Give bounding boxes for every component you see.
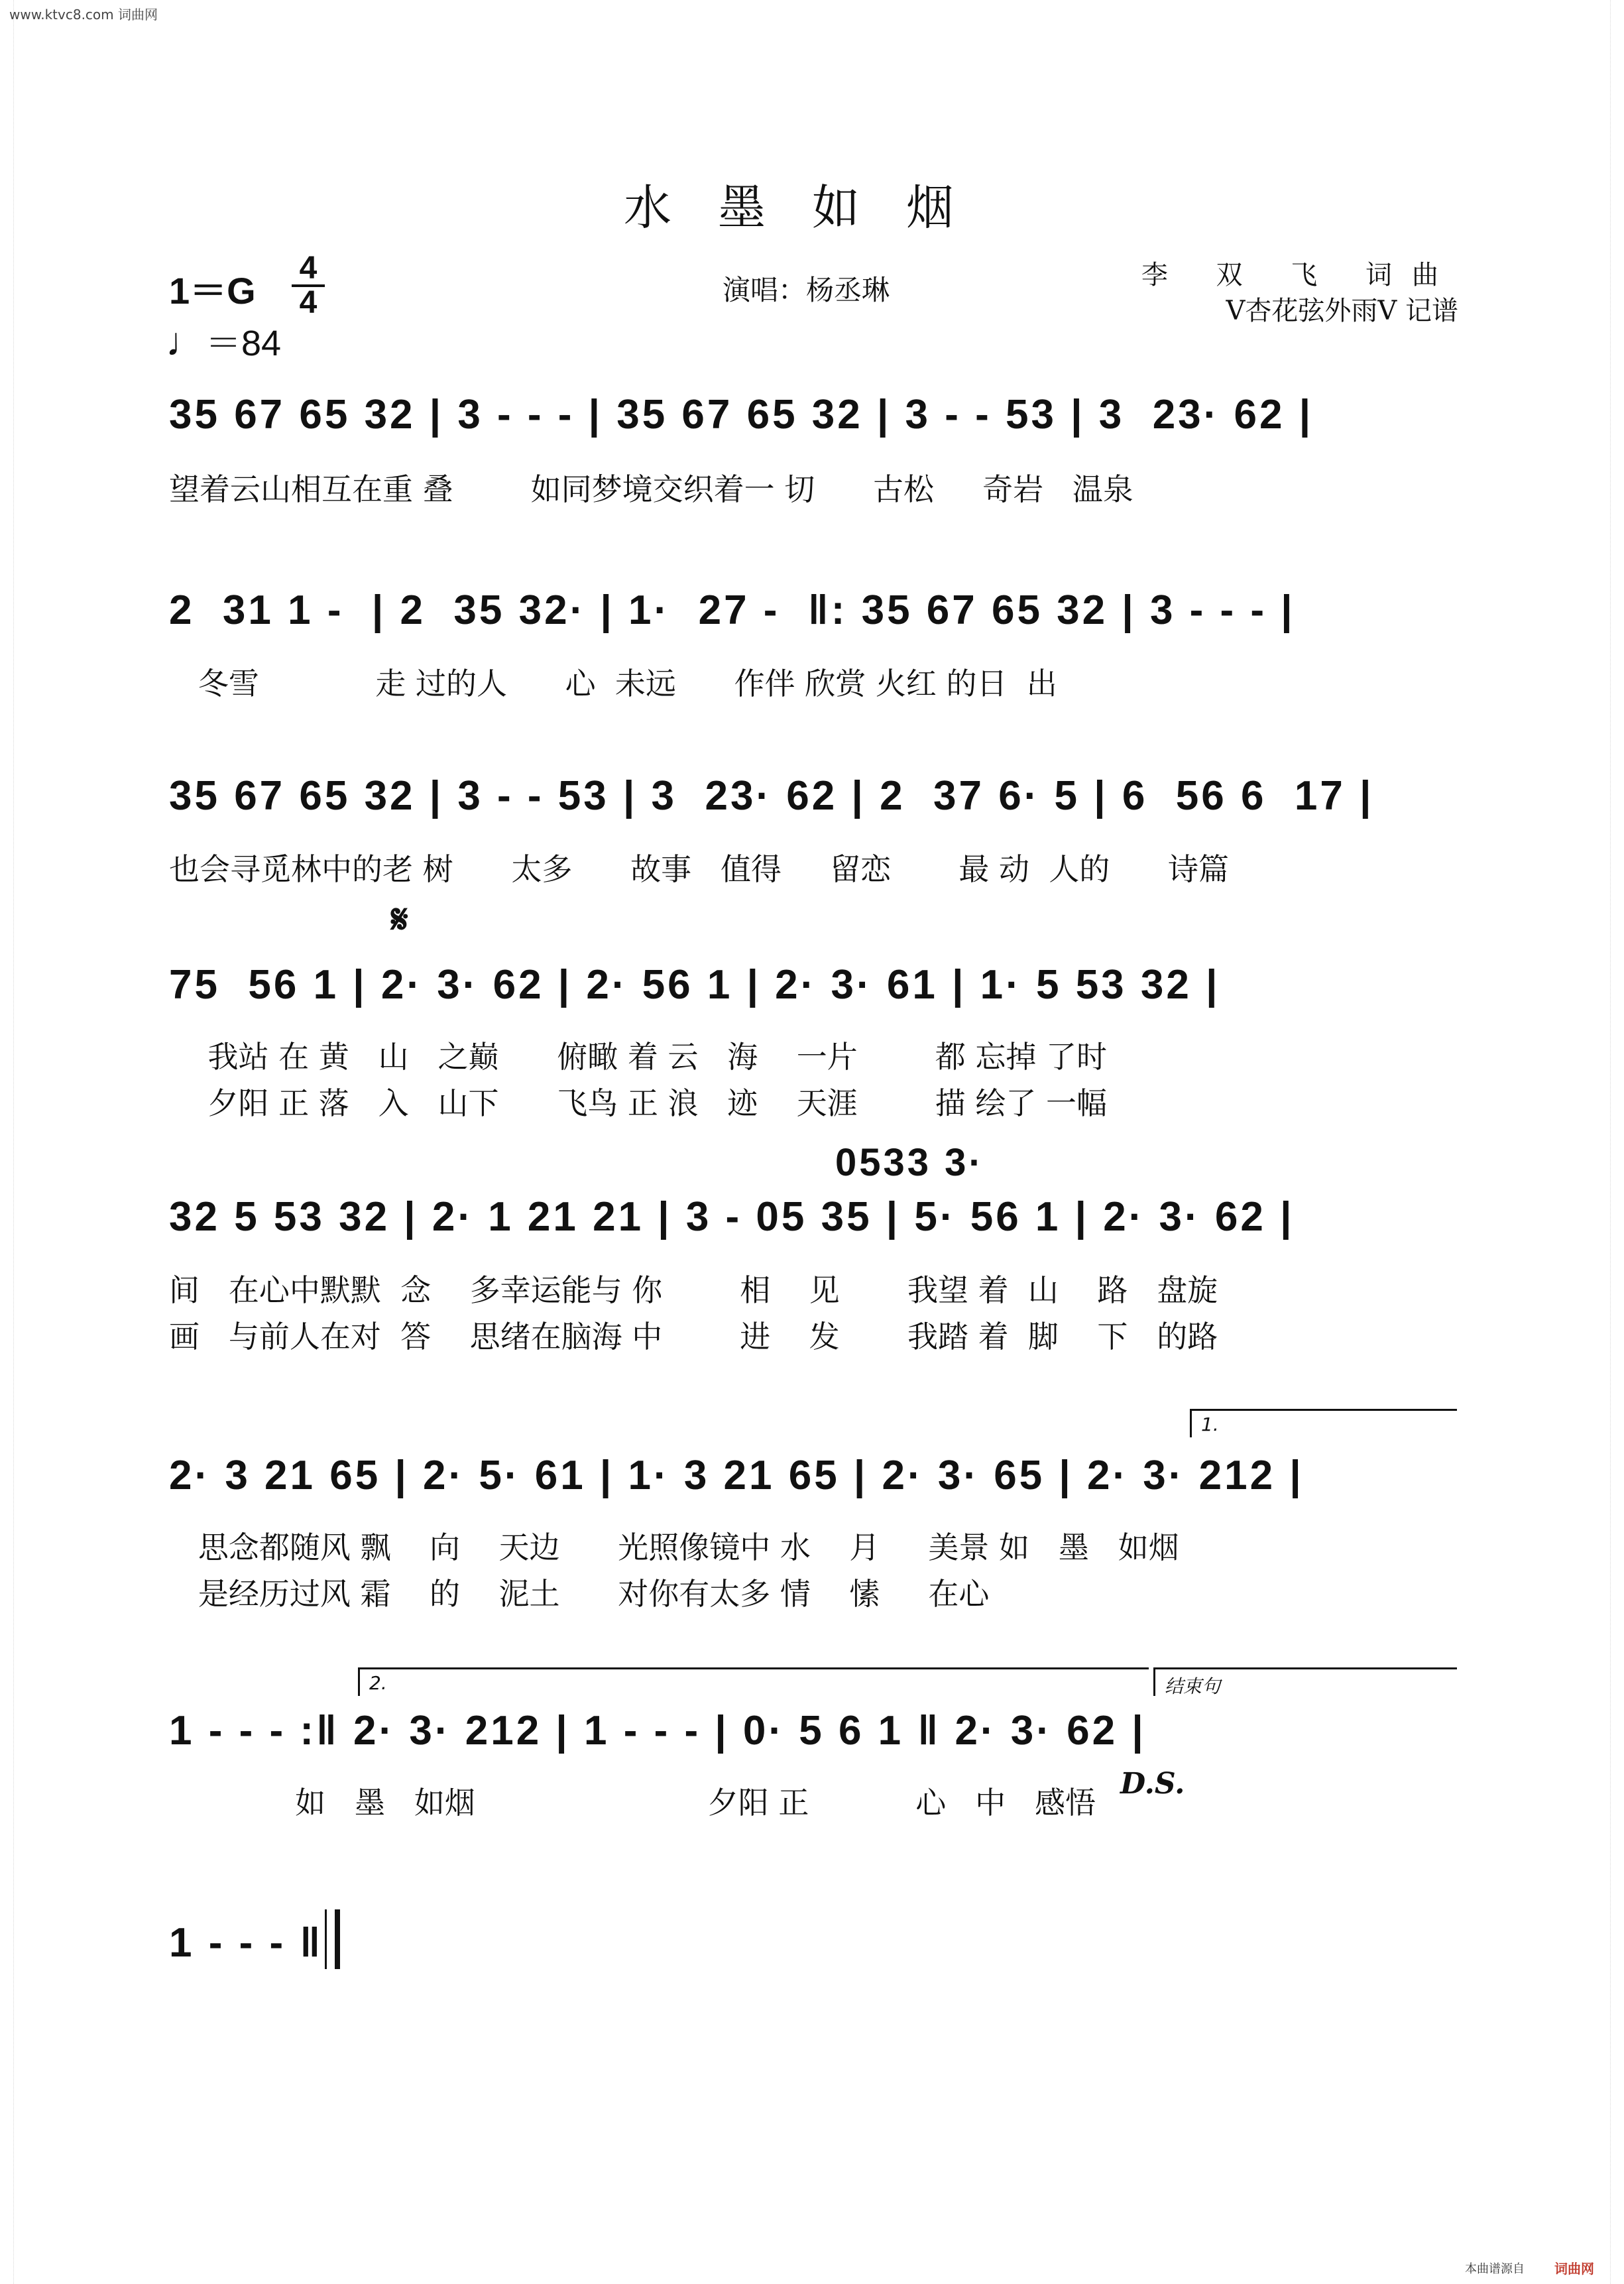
footer-source: 本曲谱源自: [1465, 2262, 1525, 2276]
notes-row-upper: 0533 3·: [835, 1141, 984, 1184]
time-signature: [292, 251, 325, 320]
volta-label: 1.: [1201, 1413, 1219, 1435]
segno-sign: 𝄋: [391, 896, 408, 943]
dal-segno-marking: D.S.: [1120, 1767, 1185, 1801]
left-margin-watermark: [4, 0, 14, 2284]
footer-brand-logo: 词曲网: [1554, 2261, 1594, 2277]
notes-row: 1 - - - :‖ 2· 3· 212 | 1 - - - | 0· 5 6 1 ‖ 2· 3· 62 |: [169, 1708, 1146, 1754]
lyric-row: 望着云山相互在重 叠 如同梦境交织着一 切 古松 奇岩 温泉: [169, 471, 1133, 507]
coda-bracket: [1153, 1667, 1457, 1696]
site-url: www.ktvc8.com 词曲网: [9, 7, 158, 23]
notes-row: 2· 3 21 65 | 2· 5· 61 | 1· 3 21 65 | 2· 3· 65 | 2· 3· 212 |: [169, 1453, 1304, 1498]
tempo-value: ＝84: [205, 324, 282, 363]
transcriber-credit: V杏花弦外雨V 记谱: [1226, 296, 1458, 326]
final-barline-thick: [335, 1909, 340, 1969]
lyric-row-verse-2: 夕阳 正 落 入 山下 飞鸟 正 浪 迹 天涯 描 绘了 一幅: [169, 1085, 1108, 1121]
meter-top: 4: [299, 251, 318, 286]
volta-label: 2.: [369, 1672, 387, 1694]
coda-label: 结束句: [1165, 1675, 1221, 1697]
lyric-row: 冬雪 走 过的人 心 未远 作伴 欣赏 火红 的日 出: [169, 666, 1057, 701]
second-ending-bracket: [358, 1667, 1149, 1696]
notes-row: 32 5 53 32 | 2· 1 21 21 | 3 - 05 35 | 5· 56 1 | 2· 3· 62 |: [169, 1194, 1295, 1240]
lyric-row-verse-2: 是经历过风 霜 的 泥土 对你有太多 情 愫 在心: [169, 1576, 990, 1612]
notes-row: 75 56 1 | 2· 3· 62 | 2· 56 1 | 2· 3· 61 | 1· 5 53 32 |: [169, 962, 1220, 1008]
first-ending-bracket: [1190, 1409, 1457, 1437]
composer-credit: 李 双 飞 词曲: [1141, 260, 1458, 290]
notes-row: 1 - - - ‖: [169, 1920, 323, 1966]
final-barline-thin: [325, 1909, 327, 1969]
lyric-row-verse-1: 思念都随风 飘 向 天边 光照像镜中 水 月 美景 如 墨 如烟: [169, 1530, 1179, 1565]
notes-row: 35 67 65 32 | 3 - - - | 35 67 65 32 | 3 - - 53 | 3 23· 62 |: [169, 392, 1314, 438]
lyric-row: 也会寻觅林中的老 树 太多 故事 值得 留恋 最 动 人的 诗篇: [169, 851, 1230, 887]
lyric-row: 如 墨 如烟 夕阳 正 心 中 感悟: [169, 1785, 1096, 1821]
quarter-note-icon: ♩: [166, 320, 205, 364]
notes-row: 35 67 65 32 | 3 - - 53 | 3 23· 62 | 2 37 6· 5 | 6 56 6 17 |: [169, 773, 1374, 819]
notes-row: 2 31 1 - | 2 35 32· | 1· 27 - ‖: 35 67 65 32 | 3 - - - |: [169, 587, 1295, 633]
key-signature: 1＝G: [169, 270, 256, 312]
meter-bottom: 4: [299, 285, 318, 320]
lyric-row-verse-1: 间 在心中默默 念 多幸运能与 你 相 见 我望 着 山 路 盘旋: [169, 1272, 1218, 1308]
lyric-row-verse-1: 我站 在 黄 山 之巅 俯瞰 着 云 海 一片 都 忘掉 了时: [169, 1039, 1108, 1075]
singer-credit: 演唱：杨丞琳: [723, 274, 890, 306]
song-title: 水墨如烟: [623, 180, 1000, 235]
tempo-marking: [166, 315, 281, 366]
lyric-row-verse-2: 画 与前人在对 答 思绪在脑海 中 进 发 我踏 着 脚 下 的路: [169, 1319, 1218, 1354]
right-margin-watermark: [1610, 0, 1620, 2284]
